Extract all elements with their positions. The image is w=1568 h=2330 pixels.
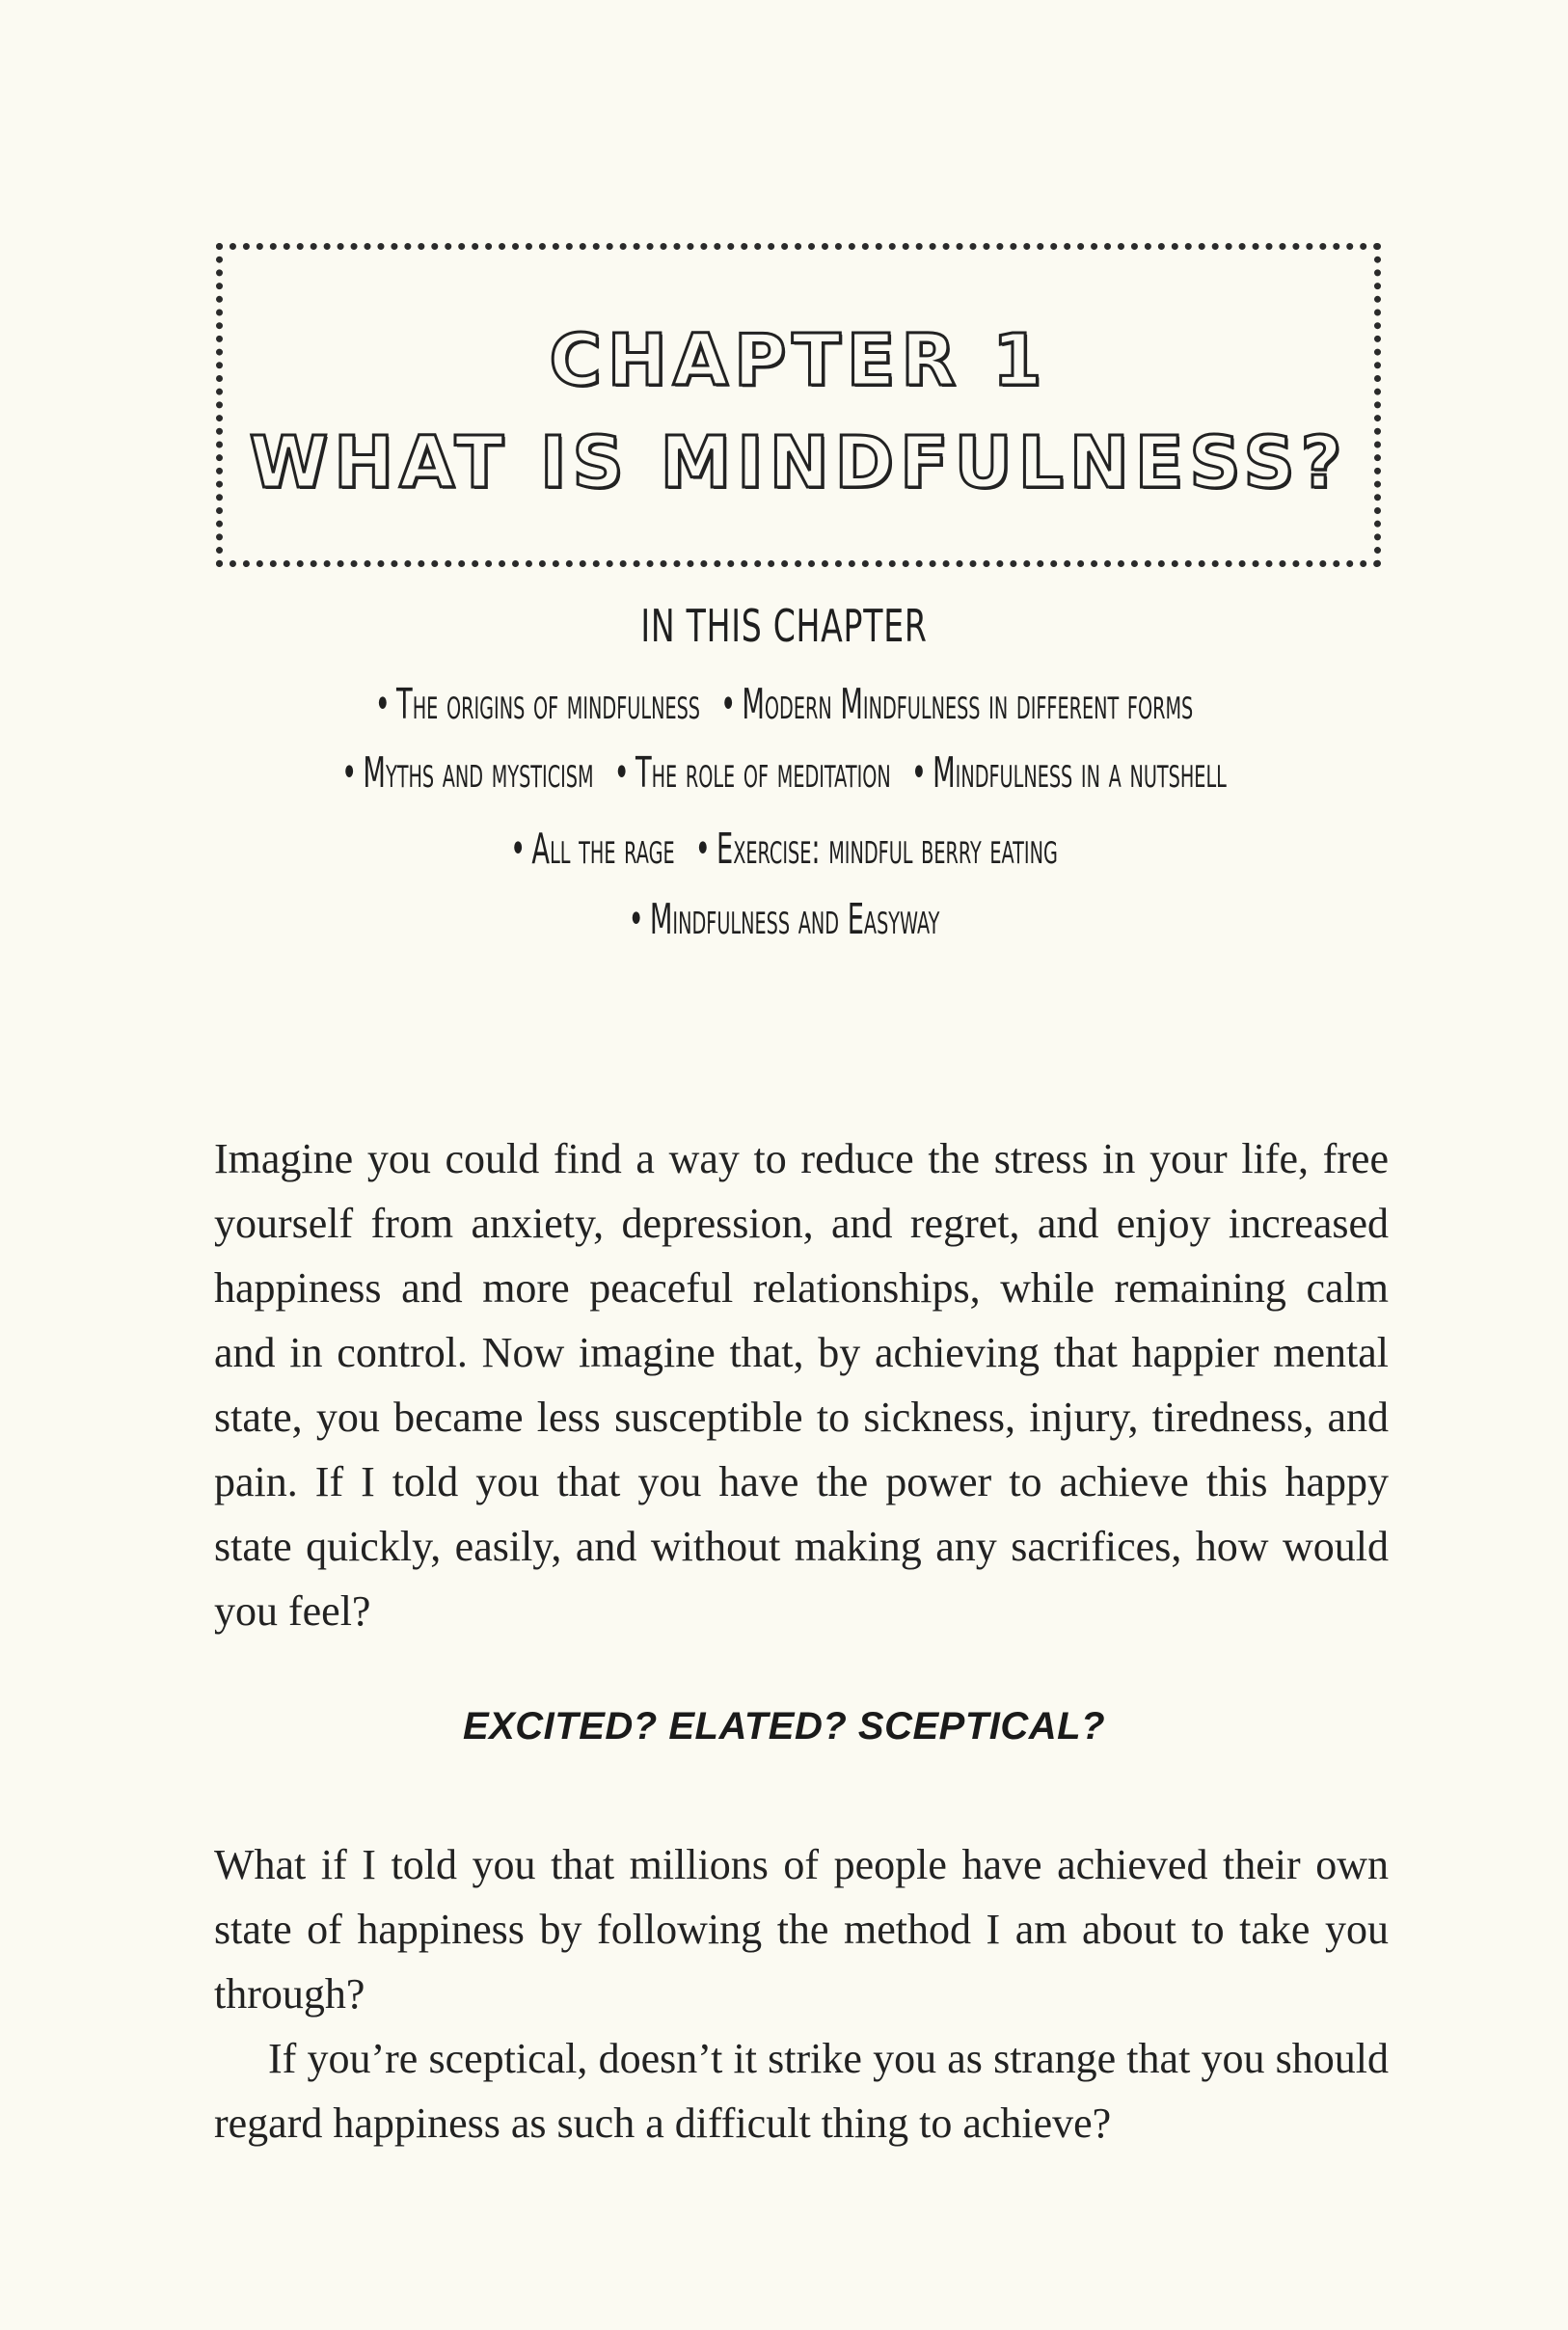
bullet-icon: • (613, 748, 630, 798)
chapter-contents-line-2 (298, 748, 1270, 798)
contents-item: • Myths and mysticism (341, 748, 594, 798)
bullet-icon: • (720, 680, 737, 729)
contents-item: • Modern Mindfulness in different forms (720, 680, 1194, 729)
in-this-chapter-heading: IN THIS CHAPTER (640, 600, 928, 652)
chapter-contents-line-3 (298, 825, 1270, 874)
body-paragraph-2: What if I told you that millions of people have achieved their own state of happiness by following the method I am about to take you through? (214, 1841, 1389, 2018)
chapter-contents-line-1 (298, 680, 1270, 729)
contents-item: • The role of meditation (613, 748, 891, 798)
body-paragraph-3: If you’re sceptical, doesn’t it strike you as strange that you should regard happiness as such a difficult thing to achieve? (214, 2035, 1389, 2147)
chapter-number: CHAPTER 1 (549, 319, 1048, 402)
bullet-icon: • (910, 748, 927, 798)
contents-item: • Exercise: mindful berry eating (694, 825, 1058, 874)
bullet-icon: • (341, 748, 358, 798)
body-paragraph-1: Imagine you could find a way to reduce the stress in your life, free yourself from anxiety, depression, and regret, and enjoy increased happiness and more peaceful relationships, while remaining calm and in control. Now imagine that, by achieving that happier mental state, you became less susceptible to sickness, injury, tiredness, and pain. If I told you that you have the power to achieve this happy state quickly, easily, and without making any sacrifices, how would you feel? (214, 1135, 1389, 1635)
chapter-title-box (216, 243, 1381, 567)
bullet-icon: • (628, 895, 644, 944)
chapter-contents-line-4 (298, 895, 1270, 944)
callout-heading: EXCITED? ELATED? SCEPTICAL? (462, 1705, 1106, 1748)
contents-item: • Mindfulness and Easyway (628, 895, 940, 944)
contents-item: • Mindfulness in a nutshell (910, 748, 1227, 798)
contents-item: • The origins of mindfulness (374, 680, 700, 729)
chapter-title: WHAT IS MINDFULNESS? (249, 421, 1348, 504)
bullet-icon: • (510, 825, 527, 874)
bullet-icon: • (374, 680, 391, 729)
bullet-icon: • (694, 825, 711, 874)
contents-item: • All the rage (510, 825, 675, 874)
